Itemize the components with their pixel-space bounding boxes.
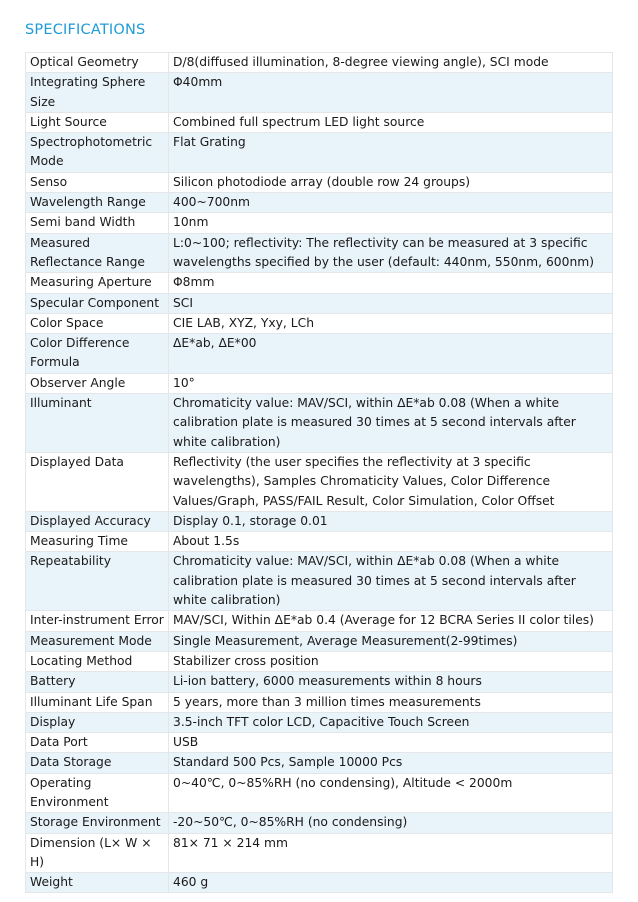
spec-label: Semi band Width <box>26 213 169 233</box>
spec-value: ΔE*ab, ΔE*00 <box>169 334 613 374</box>
spec-value: Combined full spectrum LED light source <box>169 112 613 132</box>
spec-row <box>26 452 613 511</box>
spec-value: 3.5-inch TFT color LCD, Capacitive Touch Screen <box>169 712 613 732</box>
spec-value: Single Measurement, Average Measurement(2-99times) <box>169 631 613 651</box>
spec-label: Data Storage <box>26 753 169 773</box>
spec-value: About 1.5s <box>169 532 613 552</box>
spec-label: Repeatability <box>26 552 169 611</box>
spec-value: Li-ion battery, 6000 measurements within 8 hours <box>169 672 613 692</box>
spec-row <box>26 813 613 833</box>
spec-label: Spectrophotometric Mode <box>26 133 169 173</box>
spec-label: Specular Component <box>26 293 169 313</box>
spec-label: Color Space <box>26 313 169 333</box>
spec-row <box>26 53 613 73</box>
spec-label: Measured Reflectance Range <box>26 233 169 273</box>
spec-value: Chromaticity value: MAV/SCI, within ΔE*ab 0.08 (When a white calibration plate is measured 30 times at 5 second intervals after white calibration) <box>169 552 613 611</box>
spec-row <box>26 753 613 773</box>
spec-row <box>26 313 613 333</box>
spec-value: CIE LAB, XYZ, Yxy, LCh <box>169 313 613 333</box>
spec-label: Measuring Aperture <box>26 273 169 293</box>
spec-value: 5 years, more than 3 million times measurements <box>169 692 613 712</box>
spec-value: 81× 71 × 214 mm <box>169 833 613 873</box>
spec-row <box>26 112 613 132</box>
spec-row <box>26 511 613 531</box>
spec-row <box>26 672 613 692</box>
spec-label: Integrating Sphere Size <box>26 73 169 113</box>
spec-value: -20~50℃, 0~85%RH (no condensing) <box>169 813 613 833</box>
spec-label: Displayed Accuracy <box>26 511 169 531</box>
spec-row <box>26 733 613 753</box>
spec-row <box>26 631 613 651</box>
spec-value: D/8(diffused illumination, 8-degree viewing angle), SCI mode <box>169 53 613 73</box>
spec-row <box>26 712 613 732</box>
spec-row <box>26 773 613 813</box>
spec-row <box>26 692 613 712</box>
spec-label: Operating Environment <box>26 773 169 813</box>
spec-label: Inter-instrument Error <box>26 611 169 631</box>
spec-label: Dimension (L× W × H) <box>26 833 169 873</box>
spec-label: Locating Method <box>26 651 169 671</box>
spec-row <box>26 193 613 213</box>
specifications-table <box>25 52 613 893</box>
specifications-table-body <box>26 53 613 893</box>
page-title: SPECIFICATIONS <box>25 22 146 38</box>
spec-row <box>26 213 613 233</box>
spec-label: Observer Angle <box>26 373 169 393</box>
spec-row <box>26 611 613 631</box>
spec-row <box>26 373 613 393</box>
spec-row <box>26 73 613 113</box>
spec-label: Display <box>26 712 169 732</box>
spec-value: 400~700nm <box>169 193 613 213</box>
spec-value: 10° <box>169 373 613 393</box>
spec-value: Silicon photodiode array (double row 24 groups) <box>169 172 613 192</box>
spec-value: Chromaticity value: MAV/SCI, within ΔE*ab 0.08 (When a white calibration plate is measured 30 times at 5 second intervals after white calibration) <box>169 394 613 453</box>
spec-row <box>26 293 613 313</box>
spec-value: SCI <box>169 293 613 313</box>
spec-value: 460 g <box>169 873 613 893</box>
spec-row <box>26 552 613 611</box>
spec-row <box>26 233 613 273</box>
spec-row <box>26 873 613 893</box>
spec-label: Battery <box>26 672 169 692</box>
spec-row <box>26 394 613 453</box>
spec-label: Illuminant Life Span <box>26 692 169 712</box>
spec-label: Weight <box>26 873 169 893</box>
spec-row <box>26 334 613 374</box>
spec-label: Measurement Mode <box>26 631 169 651</box>
spec-label: Optical Geometry <box>26 53 169 73</box>
spec-value: USB <box>169 733 613 753</box>
spec-value: Reflectivity (the user specifies the reflectivity at 3 specific wavelengths), Samples Chromaticity Values, Color Difference Values/Graph, PASS/FAIL Result, Color Simulation, Color Offset <box>169 452 613 511</box>
spec-value: Standard 500 Pcs, Sample 10000 Pcs <box>169 753 613 773</box>
spec-value: 0~40℃, 0~85%RH (no condensing), Altitude < 2000m <box>169 773 613 813</box>
spec-value: L:0~100; reflectivity: The reflectivity can be measured at 3 specific wavelengths specified by the user (default: 440nm, 550nm, 600nm) <box>169 233 613 273</box>
spec-row <box>26 651 613 671</box>
spec-value: Flat Grating <box>169 133 613 173</box>
spec-label: Displayed Data <box>26 452 169 511</box>
spec-row <box>26 133 613 173</box>
spec-row <box>26 833 613 873</box>
spec-value: Φ40mm <box>169 73 613 113</box>
spec-label: Storage Environment <box>26 813 169 833</box>
spec-label: Senso <box>26 172 169 192</box>
spec-row <box>26 532 613 552</box>
spec-label: Color Difference Formula <box>26 334 169 374</box>
spec-label: Measuring Time <box>26 532 169 552</box>
spec-value: 10nm <box>169 213 613 233</box>
spec-value: MAV/SCI, Within ΔE*ab 0.4 (Average for 12 BCRA Series II color tiles) <box>169 611 613 631</box>
spec-row <box>26 172 613 192</box>
spec-label: Data Port <box>26 733 169 753</box>
spec-row <box>26 273 613 293</box>
spec-value: Stabilizer cross position <box>169 651 613 671</box>
spec-label: Light Source <box>26 112 169 132</box>
spec-value: Φ8mm <box>169 273 613 293</box>
spec-value: Display 0.1, storage 0.01 <box>169 511 613 531</box>
spec-label: Wavelength Range <box>26 193 169 213</box>
spec-label: Illuminant <box>26 394 169 453</box>
